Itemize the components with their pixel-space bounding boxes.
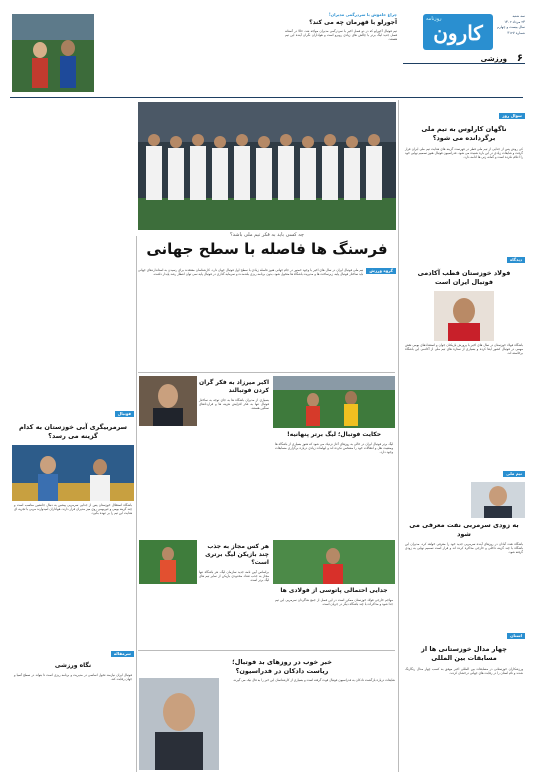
logo: کارون — [433, 21, 483, 45]
national-team-photo — [138, 102, 396, 230]
mid-story-1 — [273, 376, 395, 538]
main-feature-body — [138, 268, 396, 368]
mid-story-1-title: حکایت فوتبال؛ لیگ برتر پنهانیه! — [286, 431, 382, 438]
mid-story-2-body: مهاجم خارجی فولاد خوزستان ممکن است در این فصل از جمع شاگردان سرمربی این تیم جدا شود و مذاکرات با چند باشگاه دیگر در جریان است. — [275, 598, 393, 607]
top-rule — [10, 97, 523, 98]
mid2-story-2-body: براساس آیین نامه جدید سازمان لیگ، هر باشگاه تنها مجاز به جذب تعداد محدودی بازیکن از سایر تیم های لیگ برتر است. — [199, 570, 269, 583]
bottom-rule — [138, 650, 395, 651]
right-story-3-tag: تیم ملی — [503, 471, 525, 477]
mid2-story-2 — [139, 540, 271, 648]
date-line-3: سال بیست و چهارم — [497, 25, 525, 29]
right-col-divider — [398, 100, 399, 772]
section-bar — [403, 54, 525, 64]
football-players-photo — [12, 14, 94, 92]
right-story-3 — [403, 460, 525, 618]
right-story-3-body: باشگاه نفت آبادان در روزهای آینده سرمربی جدید خود را معرفی خواهد کرد. مدیران این باشگاه با چند گزینه داخلی و خارجی مذاکره کرده اند و قرار است تصمیم نهایی به زودی گرفته شود. — [405, 542, 523, 555]
teaser-title: آجورلو با قهرمان چه می کند؟ — [309, 19, 397, 26]
mid-story-1-photo — [273, 376, 395, 428]
mid2-story-1-body: بسیاری از مدیران باشگاه ها به جای توجه به ساختار فوتبال تنها به فکر افزایش هزینه ها و قراردادهای سنگین هستند. — [199, 398, 269, 411]
main-feature-kicker: چه کسی باید به فکر تیم ملی باشد؟ — [230, 232, 304, 238]
left-story-1 — [12, 400, 134, 638]
feature-side-column — [12, 102, 134, 230]
coach-portrait — [471, 482, 525, 518]
date-line-2: ۲۴ مرداد ۱۴۰۲ — [504, 19, 525, 24]
mid-story-3-title: خبر خوب در روزهای بد فوتبال؛ ریاست دادکان در فدراسیون؟ — [232, 658, 332, 675]
mid-story-1-body: لیگ برتر فوتبال ایران در حالی به روزهای آغاز نزدیک می شود که هنوز بسیاری از باشگاه ها وضعیت نقل و انتقالات خود را مشخص نکرده اند و ابهامات زیادی درباره برگزاری مسابقات وجود دارد. — [275, 442, 393, 455]
top-column-3 — [97, 14, 187, 94]
mid2-story-1-title: اکبر میرزاد به فکر گران کردن فوتبالند — [198, 379, 269, 394]
mid-story-2-title: جدایی احتمالی پاتوسی از فولادی ها — [280, 587, 388, 594]
right-story-4-title: چهار مدال خوزستانی ها از مسابقات بین المللی — [421, 645, 507, 662]
coach-gesture-photo — [12, 445, 134, 501]
right-story-1-body: کی روش پس از جدایی از تیم ملی قطر در فهرست گزینه های هدایت تیم ملی ایران قرار گرفت و شایعات زیادی در این باره شنیده می شود. فدراسیون فوتبال هنوز تصمیم نهایی خود را اعلام نکرده است و گمانه زنی ها ادامه دارد. — [405, 147, 523, 160]
mid2-story-2-photo — [139, 540, 197, 584]
right-story-3-photo — [471, 482, 525, 518]
player-portrait — [434, 291, 494, 341]
section-title: ورزشی — [480, 55, 507, 63]
official-portrait — [139, 376, 197, 426]
mid2-story-1-photo — [139, 376, 197, 426]
main-feature-text: تیم ملی فوتبال ایران در سال های اخیر با وجود حضور در جام جهانی هنوز فاصله زیادی با سطح اول فوتبال جهان دارد. کارشناسان معتقدند برای رسیدن به استانداردهای جهانی باید ساختار فوتبال پایه، زیرساخت ها و مدیریت باشگاه ها متحول شود. بدون برنامه ریزی بلندمدت و سرمایه گذاری در فوتبال پایه نمی توان انتظار رشد پایدار داشت. — [138, 268, 364, 277]
date-block — [495, 14, 525, 36]
masthead — [403, 10, 525, 96]
right-story-1 — [403, 102, 525, 242]
main-feature-tag: گروه ورزش — [366, 268, 396, 274]
masthead-logo-block — [423, 14, 493, 50]
player-running-photo — [139, 540, 197, 584]
left-story-3-tag: سرمقاله — [111, 651, 134, 657]
left-story-3 — [12, 640, 134, 772]
mid-story-3 — [139, 654, 395, 772]
left-story-1-tag: فوتبال — [115, 411, 134, 417]
right-story-1-tag: سوال روز — [499, 113, 525, 119]
right-story-2-title: فولاد خوزستان قطب آکادمی فوتبال ایران است — [417, 269, 511, 286]
date-line-1: سه شنبه — [512, 14, 525, 18]
left-story-1-photo — [12, 445, 134, 501]
teaser-body: تیم فوتبال آجورلو که در دو فصل اخیر با سردرگمی مدیران مواجه شد، حالا در آستانه فصل جدید لیگ برتر با چالش های زیادی روبرو است و هواداران نگران آینده این تیم هستند. — [285, 29, 397, 42]
right-story-3-title: به زودی سرمربی نفت معرفی می شود — [409, 521, 519, 538]
mid2-story-2-title: هر کس مجاز به جذب چند بازیکن لیگ برتری است؟ — [205, 543, 269, 566]
top-teaser — [285, 12, 397, 92]
match-action-photo — [273, 376, 395, 428]
right-story-2 — [403, 246, 525, 456]
main-feature-title: فرسنگ ها فاصله با سطح جهانی — [146, 240, 388, 258]
left-story-1-title: سرمربیگری آبی خوزستان به کدام گزینه می رسد؟ — [18, 423, 128, 440]
left-col-divider — [136, 236, 137, 772]
right-story-4-tag: استان — [507, 633, 525, 639]
top-column-2 — [191, 14, 281, 94]
federation-official-portrait — [139, 678, 219, 770]
left-story-3-title: نگاه ورزشی — [54, 662, 92, 669]
right-story-1-title: ناگهان کارلوس به تیم ملی برگردانده می شود؟ — [421, 125, 507, 142]
left-column-text — [12, 236, 134, 396]
right-story-4-body: ورزشکاران خوزستانی در مسابقات بین المللی اخیر موفق به کسب چهار مدال رنگارنگ شدند و نام استان را در رقابت های جهانی درخشان کردند. — [405, 667, 523, 676]
right-story-2-photo — [434, 291, 494, 341]
date-line-4: شماره ۳۱۲۷ — [507, 30, 525, 35]
mid-story-2-photo — [273, 540, 395, 584]
left-story-3-body: فوتبال ایران نیازمند تحول اساسی در مدیریت و برنامه ریزی است تا بتواند در سطح آسیا و جهان رقابت کند. — [14, 673, 132, 682]
right-story-4 — [403, 622, 525, 772]
logo-sub: روزنامه — [426, 16, 442, 22]
mid-story-3-body: شایعات درباره بازگشت دادکان به فدراسیون فوتبال قوت گرفته است و بسیاری از کارشناسان این خبر را به فال نیک می گیرند. — [232, 678, 395, 682]
main-feature-header — [138, 232, 396, 264]
feature-rule — [138, 372, 395, 373]
mid-story-2 — [273, 540, 395, 648]
teaser-kicker: چراغ خاموش با سردرگمی مدیران! — [328, 12, 397, 17]
player-celebration-photo — [273, 540, 395, 584]
main-team-photo — [138, 102, 396, 230]
right-story-2-body: باشگاه فولاد خوزستان در سال های اخیر با پرورش بازیکنان جوان و استعدادهای بومی نقش مهمی در فوتبال کشور ایفا کرده و بسیاری از ستاره های تیم ملی از آکادمی این باشگاه برخاسته اند. — [405, 343, 523, 356]
page-number: ۶ — [516, 53, 523, 64]
top-photo — [12, 14, 94, 92]
left-story-1-body: باشگاه استقلال خوزستان پس از جدایی سرمربی پیشین به دنبال جانشین مناسب است و چند گزینه بومی و غیربومی روی میز مدیران قرار دارند. هواداران امیدوارند مربی با تجربه ای هدایت این تیم را بر عهده بگیرد. — [14, 503, 132, 516]
mid-story-3-photo — [139, 678, 219, 770]
right-story-2-tag: دیدگاه — [507, 257, 525, 263]
mid2-story-1 — [139, 376, 271, 538]
